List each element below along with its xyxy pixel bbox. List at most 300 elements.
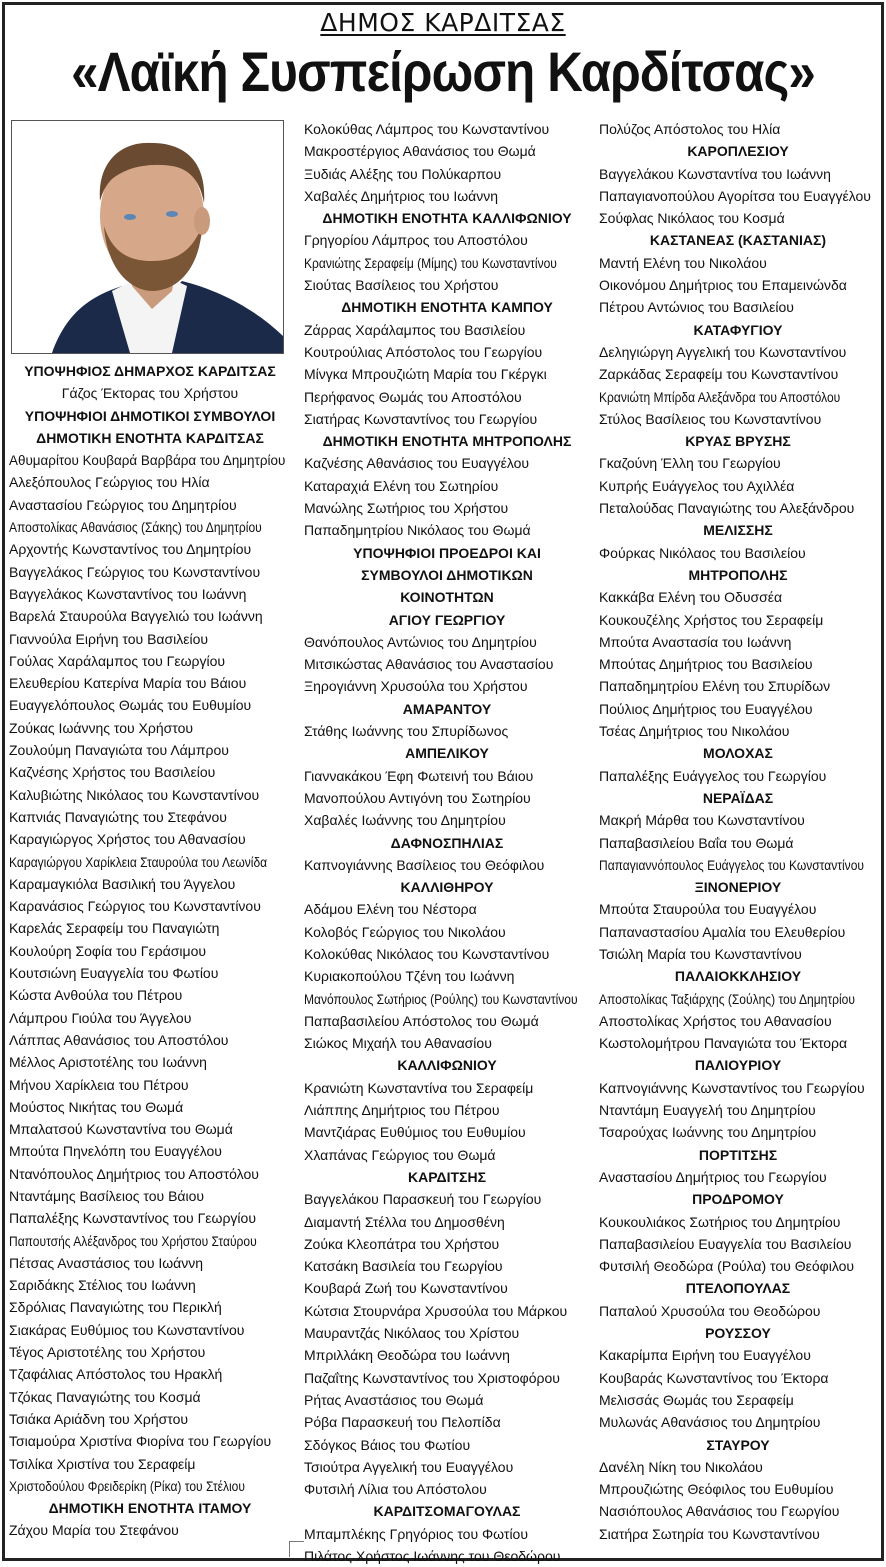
- candidate-name: [599, 1344, 877, 1366]
- section-header-text: ΚΑΛΛΙΘΗΡΟΥ: [400, 879, 494, 896]
- candidate-name-text: Μπούτας Δημήτριος του Βασιλείου: [599, 656, 813, 673]
- candidate-name: [9, 1185, 291, 1207]
- candidate-name: [304, 1478, 590, 1500]
- candidate-name-text: Μπούτα Πηνελόπη του Ευαγγέλου: [9, 1143, 222, 1160]
- candidate-name-text: Περήφανος Θωμάς του Αποστόλου: [304, 388, 522, 405]
- candidate-name: [599, 163, 877, 185]
- candidate-name-text: Πέτρου Αντώνιος του Βασιλείου: [599, 299, 794, 316]
- candidate-name-text: Λάμπρου Γιούλα του Άγγελου: [9, 1009, 192, 1026]
- candidate-name-text: Τέγος Αριστοτέλης του Χρήστου: [9, 1344, 206, 1361]
- candidate-name-text: Κουλούρη Σοφία του Γεράσιμου: [9, 942, 207, 959]
- candidate-name: [304, 118, 590, 140]
- section-header: [599, 229, 877, 251]
- candidate-name: [9, 1319, 291, 1341]
- section-header: [304, 430, 590, 452]
- candidate-name: [304, 1277, 590, 1299]
- candidate-name-text: Κρανιώτη Μπίρδα Αλεξάνδρα του Αποστόλου: [599, 388, 841, 405]
- section-header: [304, 586, 590, 608]
- section-header-text: ΥΠΟΨΗΦΙΟΣ ΔΗΜΑΡΧΟΣ ΚΑΡΔΙΤΣΑΣ: [24, 363, 276, 379]
- candidate-name-text: Παζαΐτης Κωνσταντίνος του Χριστοφόρου: [304, 1369, 560, 1386]
- candidate-name: [304, 898, 590, 920]
- candidate-name-text: Τσιαμούρα Χριστίνα Φιορίνα του Γεωργίου: [9, 1433, 272, 1450]
- candidate-name-text: Καραγιώργος Χρήστος του Αθανασίου: [9, 831, 246, 848]
- candidate-name-text: Μπούτα Αναστασία του Ιωάννη: [599, 633, 792, 650]
- candidate-name: [599, 1389, 877, 1411]
- section-header: [599, 1322, 877, 1344]
- candidate-name-text: Ζάχου Μαρία του Στεφάνου: [9, 1522, 179, 1539]
- candidate-name-text: Μανοπούλου Αντιγόνη του Σωτηρίου: [304, 789, 531, 806]
- candidate-name-text: Μπαλατσού Κωνσταντίνα του Θωμά: [9, 1121, 233, 1138]
- section-header: [304, 1500, 590, 1522]
- candidate-name-text: Κολοκύθας Νικόλαος του Κωνσταντίνου: [304, 945, 550, 962]
- candidate-name-text: Παπαβασιλείου Απόστολος του Θωμά: [304, 1012, 539, 1029]
- candidate-name-text: Λάππας Αθανάσιος του Αποστόλου: [9, 1031, 229, 1048]
- candidate-name: [9, 538, 291, 560]
- candidate-name-text: Νταντάμης Βασίλειος του Βάιου: [9, 1187, 205, 1204]
- candidate-name-text: Βαγγελάκος Γεώργιος του Κωνσταντίνου: [9, 563, 261, 580]
- candidate-name: [304, 1344, 590, 1366]
- candidate-name-text: Παπουτσής Αλέξανδρος του Χρήστου Σταύρου: [9, 1232, 257, 1249]
- section-header: [304, 1054, 590, 1076]
- candidate-name: [9, 739, 291, 761]
- candidate-name-text: Καλυβιώτης Νικόλαος του Κωνσταντίνου: [9, 786, 260, 803]
- candidate-name-text: Γούλας Χαράλαμπος του Γεωργίου: [9, 652, 226, 669]
- candidate-name-text: Τσιούτρα Αγγελική του Ευαγγέλου: [304, 1458, 514, 1475]
- candidate-name: [599, 720, 877, 742]
- candidate-name: [9, 917, 291, 939]
- candidate-name: [599, 898, 877, 920]
- candidate-name: [599, 1456, 877, 1478]
- candidate-name-text: Μπριλλάκη Θεοδώρα του Ιωάννη: [304, 1347, 510, 1364]
- section-header-text: ΣΥΜΒΟΥΛΟΙ ΔΗΜΟΤΙΚΩΝ: [361, 566, 533, 583]
- candidate-name-text: Χαβαλές Δημήτριος του Ιωάννη: [304, 187, 499, 204]
- section-header: [599, 1277, 877, 1299]
- candidate-name: [9, 494, 291, 516]
- candidate-name-text: Σαριδάκης Στέλιος του Ιωάννη: [9, 1277, 196, 1294]
- candidate-name-text: Καταραχιά Ελένη του Σωτηρίου: [304, 477, 499, 494]
- candidate-name: [304, 765, 590, 787]
- candidate-name-text: Μαυραντζάς Νικόλαος του Χρίστου: [304, 1325, 520, 1342]
- candidate-name: [9, 1163, 291, 1185]
- candidate-name: [9, 471, 291, 493]
- mayor-candidate-name: [9, 382, 291, 404]
- candidate-name-text: Ζάρρας Χαράλαμπος του Βασιλείου: [304, 321, 526, 338]
- candidate-name: [304, 809, 590, 831]
- candidate-name: [304, 1188, 590, 1210]
- candidate-name: [599, 698, 877, 720]
- candidate-name: [599, 1032, 877, 1054]
- candidate-name-text: Πολύζος Απόστολος του Ηλία: [599, 121, 781, 137]
- section-header-text: ΠΑΛΙΟΥΡΙΟΥ: [694, 1057, 782, 1074]
- section-header-text: ΚΑΡΟΠΛΕΣΙΟΥ: [687, 143, 789, 160]
- candidate-name: [304, 1389, 590, 1411]
- candidate-name: [304, 1411, 590, 1433]
- candidate-name: [9, 828, 291, 850]
- section-header-text: ΡΟΥΣΣΟΥ: [705, 1325, 771, 1342]
- candidate-name: [304, 1255, 590, 1277]
- candidate-name: [304, 787, 590, 809]
- candidate-name-text: Αδάμου Ελένη του Νέστορα: [304, 901, 477, 918]
- candidate-name: [599, 363, 877, 385]
- candidate-name: [9, 605, 291, 627]
- section-header-text: ΚΟΙΝΟΤΗΤΩΝ: [400, 589, 494, 606]
- candidate-name-text: Νταντάμη Ευαγγελή του Δημητρίου: [599, 1102, 816, 1119]
- candidate-name: [599, 341, 877, 363]
- candidate-name: [599, 653, 877, 675]
- candidate-name: [599, 1523, 877, 1545]
- candidate-name: [599, 1367, 877, 1389]
- section-header: [304, 564, 590, 586]
- candidate-name-text: Καζνέσης Χρήστος του Βασιλείου: [9, 764, 216, 781]
- candidate-portrait-icon: [12, 121, 283, 353]
- candidate-name: [9, 940, 291, 962]
- candidate-name-text: Σδόγκος Βάιος του Φωτίου: [304, 1436, 471, 1453]
- candidate-name: [599, 586, 877, 608]
- candidate-name: [9, 1252, 291, 1274]
- candidate-name: [9, 1230, 291, 1252]
- section-header-text: ΔΗΜΟΤΙΚΗ ΕΝΟΤΗΤΑ ΚΑΛΛΙΦΩΝΙΟΥ: [322, 210, 572, 227]
- candidate-name: [599, 542, 877, 564]
- candidate-name: [304, 1523, 590, 1545]
- candidate-name-text: Μπούτα Σταυρούλα του Ευαγγέλου: [599, 901, 817, 918]
- candidate-name-text: Κουβαρά Ζωή του Κωνσταντίνου: [304, 1280, 508, 1297]
- candidate-name-text: Μαντζιάρας Ευθύμιος του Ευθυμίου: [304, 1124, 526, 1141]
- section-header-text: ΔΑΦΝΟΣΠΗΛΙΑΣ: [390, 834, 504, 851]
- candidate-name-text: Αθυμαρίτου Κουβαρά Βαρβάρα του Δημητρίου: [9, 452, 286, 469]
- candidate-name: [599, 1211, 877, 1233]
- candidate-name: [304, 943, 590, 965]
- candidate-name: [304, 185, 590, 207]
- candidate-name-text: Σιακάρας Ευθύμιος του Κωνσταντίνου: [9, 1321, 245, 1338]
- candidate-name: [9, 1074, 291, 1096]
- candidate-name-text: Πούλιος Δημήτριος του Ευαγγέλου: [599, 700, 813, 717]
- column-1: [9, 360, 291, 1542]
- section-header-text: ΚΑΣΤΑΝΕΑΣ (ΚΑΣΤΑΝΙΑΣ): [649, 232, 827, 249]
- candidate-name: [599, 631, 877, 653]
- candidate-name: [9, 694, 291, 716]
- candidate-name-text: Τσιλίκα Χριστίνα του Σεραφείμ: [9, 1455, 196, 1472]
- candidate-name: [599, 452, 877, 474]
- candidate-name-text: Κουκουζέλης Χρήστος του Σεραφείμ: [599, 611, 824, 628]
- candidate-name-text: Μαντή Ελένη του Νικολάου: [599, 254, 767, 271]
- candidate-name: [304, 140, 590, 162]
- candidate-name: [9, 1051, 291, 1073]
- section-header-text: ΚΡΥΑΣ ΒΡΥΣΗΣ: [685, 433, 791, 450]
- candidate-name-text: Κωστολομήτρου Παναγιώτα του Έκτορα: [599, 1035, 848, 1052]
- candidate-name: [599, 296, 877, 318]
- candidate-name-text: Μίνγκα Μπρουζιώτη Μαρία του Γκέργκι: [304, 366, 547, 383]
- section-header: [599, 519, 877, 541]
- candidate-name-text: Τσαρούχας Ιωάννης του Δημητρίου: [599, 1124, 817, 1141]
- candidate-name: [304, 1121, 590, 1143]
- section-header-text: ΞΙΝΟΝΕΡΙΟΥ: [694, 879, 782, 896]
- candidate-name-text: Βαρελά Σταυρούλα Βαγγελιώ του Ιωάννη: [9, 608, 263, 625]
- candidate-name: [599, 943, 877, 965]
- section-header: [304, 742, 590, 764]
- candidate-name: [9, 672, 291, 694]
- candidate-name: [9, 1363, 291, 1385]
- municipality-title: [0, 8, 886, 37]
- candidate-name-text: Δανέλη Νίκη του Νικολάου: [599, 1458, 763, 1475]
- candidate-name: [9, 895, 291, 917]
- section-header-text: ΣΤΑΥΡΟΥ: [706, 1436, 770, 1453]
- column-2: [304, 118, 590, 1567]
- section-header-text: ΥΠΟΨΗΦΙΟΙ ΔΗΜΟΤΙΚΟΙ ΣΥΜΒΟΥΛΟΙ: [24, 407, 276, 424]
- candidate-name: [599, 609, 877, 631]
- candidate-name: [599, 988, 877, 1010]
- candidate-name-text: Ζούκας Ιωάννης του Χρήστου: [9, 719, 194, 736]
- candidate-name: [9, 583, 291, 605]
- candidate-name-text: Παπαγιαννόπουλος Ευάγγελος του Κωνσταντίνου: [599, 856, 864, 873]
- candidate-name: [599, 1166, 877, 1188]
- candidate-name-text: Μπαμπλέκης Γρηγόριος του Φωτίου: [304, 1525, 528, 1542]
- candidate-name-text: Ζουλούμη Παναγιώτα του Λάμπρου: [9, 742, 229, 759]
- candidate-name: [599, 185, 877, 207]
- section-header: [304, 832, 590, 854]
- candidate-name-text: Κρανιώτης Σεραφείμ (Μίμης) του Κωνσταντίνου: [304, 254, 557, 271]
- candidate-name-text: Καραμαγκιόλα Βασιλική του Άγγελου: [9, 875, 236, 892]
- candidate-name: [304, 252, 590, 274]
- candidate-name: [599, 1010, 877, 1032]
- section-header-text: ΚΑΡΔΙΤΣΗΣ: [408, 1168, 486, 1185]
- candidate-name-text: Κώτσια Στουρνάρα Χρυσούλα του Μάρκου: [304, 1302, 568, 1319]
- candidate-name: [304, 675, 590, 697]
- candidate-name-text: Ρόβα Παρασκευή του Πελοπίδα: [304, 1414, 501, 1431]
- candidate-name-text: Νασιόπουλος Αθανάσιος του Γεωργίου: [599, 1503, 840, 1520]
- candidate-name-text: Αλεξόπουλος Γεώργιος του Ηλία: [9, 474, 210, 491]
- candidate-name-text: Καρανάσιος Γεώργιος του Κωνσταντίνου: [9, 898, 261, 915]
- candidate-name: [599, 1478, 877, 1500]
- candidate-name-text: Μιτσικώστας Αθανάσιος του Αναστασίου: [304, 656, 554, 673]
- candidate-name: [599, 1411, 877, 1433]
- section-header-text: ΔΗΜΟΤΙΚΗ ΕΝΟΤΗΤΑ ΚΑΡΔΙΤΣΑΣ: [36, 429, 264, 446]
- candidate-name: [304, 653, 590, 675]
- candidate-name: [9, 1096, 291, 1118]
- candidate-name-text: Τσιάκα Αριάδνη του Χρήστου: [9, 1410, 189, 1427]
- candidate-name-text: Καρελάς Σεραφείμ του Παναγιώτη: [9, 920, 220, 937]
- candidate-name-text: Καραγιώργου Χαρίκλεια Σταυρούλα του Λεωνίδα: [9, 853, 268, 870]
- section-header-text: ΠΟΡΤΙΤΣΗΣ: [698, 1146, 778, 1163]
- section-header-text: ΚΑΛΛΙΦΩΝΙΟΥ: [397, 1057, 497, 1074]
- corner-mark: [289, 1541, 304, 1557]
- candidate-name-text: Κακαρίμπα Ειρήνη του Ευαγγέλου: [599, 1347, 811, 1364]
- candidate-name: [9, 1118, 291, 1140]
- candidate-name-text: Κουτρούλιας Απόστολος του Γεωργίου: [304, 343, 543, 360]
- candidate-name-text: Καπνογιάννης Βασίλειος του Θεόφιλου: [304, 856, 545, 873]
- candidate-name-text: Καπνιάς Παναγιώτης του Στεφάνου: [9, 808, 227, 825]
- section-header: [599, 742, 877, 764]
- candidate-name: [9, 984, 291, 1006]
- party-title: «Λαϊκή Συσπείρωση Καρδίτσας»: [71, 40, 815, 103]
- candidate-name-text: Μακροστέργιος Αθανάσιος του Θωμά: [304, 143, 536, 160]
- candidate-name: [304, 229, 590, 251]
- candidate-name-text: Μανόπουλος Σωτήριος (Ρούλης) του Κωνσταντίνου: [304, 990, 578, 1007]
- candidate-name: [9, 1274, 291, 1296]
- candidate-name: [304, 921, 590, 943]
- candidate-name: [599, 809, 877, 831]
- candidate-name: [9, 628, 291, 650]
- candidate-name-text: Παπαλού Χρυσούλα του Θεοδώρου: [599, 1302, 821, 1319]
- candidate-name: [599, 408, 877, 430]
- candidate-name-text: Σδρόλιας Παναγιώτης του Περικλή: [9, 1299, 222, 1316]
- candidate-name: [304, 1010, 590, 1032]
- candidate-name-text: Τσέας Δημήτριος του Νικολάου: [599, 723, 790, 740]
- candidate-name-text: Κακκάβα Ελένη του Οδυσσέα: [599, 589, 783, 606]
- section-header-text: ΑΜΠΕΛΙΚΟΥ: [405, 745, 489, 762]
- candidate-name: [9, 1207, 291, 1229]
- candidate-name-text: Ξυδιάς Αλέξης του Πολύκαρπου: [304, 165, 502, 182]
- candidate-name: [304, 854, 590, 876]
- candidate-name-text: Ξηρογιάννη Χρυσούλα του Χρήστου: [304, 678, 528, 695]
- column-3: [599, 118, 877, 1545]
- candidate-name-text: Αποστολίκας Ταξιάρχης (Σούλης) του Δημητρίου: [599, 990, 855, 1007]
- candidate-name: [304, 631, 590, 653]
- candidate-name-text: Παπαναστασίου Αμαλία του Ελευθερίου: [599, 923, 846, 940]
- section-header: [304, 542, 590, 564]
- section-header: [9, 360, 291, 382]
- candidate-name-text: Φούρκας Νικόλαος του Βασιλείου: [599, 544, 806, 561]
- section-header-text: ΔΗΜΟΤΙΚΗ ΕΝΟΤΗΤΑ ΜΗΤΡΟΠΟΛΗΣ: [322, 433, 572, 450]
- candidate-name-text: Στάθης Ιωάννης του Σπυρίδωνος: [304, 723, 509, 740]
- candidate-name: [304, 1032, 590, 1054]
- candidate-name: [599, 475, 877, 497]
- section-header-text: ΠΑΛΑΙΟΚΚΛΗΣΙΟΥ: [674, 968, 802, 985]
- section-header: [304, 296, 590, 318]
- candidate-name-text: Χλαπάνας Γεώργιος του Θωμά: [304, 1146, 496, 1163]
- section-header: [304, 698, 590, 720]
- candidate-name-text: Οικονόμου Δημήτριος του Επαμεινώνδα: [599, 277, 847, 294]
- candidate-name: [304, 720, 590, 742]
- candidate-name-text: Παπαλέξης Κωνσταντίνος του Γεωργίου: [9, 1210, 256, 1227]
- candidate-name-text: Πιλάτος Χρήστος Ιωάννης του Θεοδώρου: [304, 1548, 561, 1564]
- section-header: [599, 430, 877, 452]
- candidate-name-text: Σιατήρα Σωτηρία του Κωνσταντίνου: [599, 1525, 820, 1542]
- candidate-name: [304, 965, 590, 987]
- candidate-name-text: Μήνου Χαρίκλεια του Πέτρου: [9, 1076, 189, 1093]
- section-header: [599, 319, 877, 341]
- candidate-name: [9, 516, 291, 538]
- candidate-name: [9, 1007, 291, 1029]
- candidate-name: [599, 1255, 877, 1277]
- section-header-text: ΚΑΤΑΦΥΓΙΟΥ: [693, 321, 783, 338]
- candidate-name: [599, 1233, 877, 1255]
- section-header-text: ΜΕΛΙΣΣΗΣ: [703, 522, 773, 539]
- section-header-text: ΜΟΛΟΧΑΣ: [703, 745, 773, 762]
- candidate-name: [9, 1386, 291, 1408]
- candidate-name-text: Γιαννούλα Ειρήνη του Βασιλείου: [9, 630, 209, 647]
- candidate-name-text: Φυτσιλή Θεοδώρα (Ρούλα) του Θεόφιλου: [599, 1258, 855, 1275]
- section-header: [599, 1188, 877, 1210]
- candidate-name: [304, 319, 590, 341]
- candidate-name: [599, 386, 877, 408]
- candidate-name-text: Κυριακοπούλου Τζένη του Ιωάννη: [304, 968, 515, 985]
- candidate-name: [599, 921, 877, 943]
- candidate-name: [599, 118, 877, 140]
- candidate-name: [304, 1099, 590, 1121]
- section-header: [599, 1434, 877, 1456]
- candidate-name: [304, 1211, 590, 1233]
- candidate-name: [9, 1453, 291, 1475]
- candidate-name: [599, 1300, 877, 1322]
- candidate-name: [304, 363, 590, 385]
- candidate-name: [599, 1121, 877, 1143]
- candidate-name-text: Τζαφάλιας Απόστολος του Ηρακλή: [9, 1366, 223, 1383]
- section-header: [599, 787, 877, 809]
- candidate-name: [599, 1099, 877, 1121]
- candidate-name: [599, 207, 877, 229]
- candidate-name-text: Μακρή Μάρθα του Κωνσταντίνου: [599, 812, 805, 829]
- candidate-name-text: Παπαγιανοπούλου Αγορίτσα του Ευαγγέλου: [599, 187, 871, 204]
- candidate-name: [304, 519, 590, 541]
- candidate-name: [599, 1500, 877, 1522]
- candidate-name-text: Καζνέσης Αθανάσιος του Ευαγγέλου: [304, 455, 530, 472]
- candidate-name: [304, 475, 590, 497]
- candidate-name: [304, 1300, 590, 1322]
- candidate-name-text: Κυπρής Ευάγγελος του Αχιλλέα: [599, 477, 795, 494]
- candidate-name: [9, 650, 291, 672]
- municipality-title-text: ΔΗΜΟΣ ΚΑΡΔΙΤΣΑΣ: [320, 8, 566, 37]
- candidate-name-text: Μυλωνάς Αθανάσιος του Δημητρίου: [599, 1414, 821, 1431]
- section-header: [599, 965, 877, 987]
- candidate-name: [9, 561, 291, 583]
- candidate-name: [304, 408, 590, 430]
- candidate-name-text: Βαγγελάκος Κωνσταντίνος του Ιωάννη: [9, 585, 247, 602]
- candidate-name-text: Αρχοντής Κωνσταντίνος του Δημητρίου: [9, 541, 252, 558]
- candidate-name: [304, 1144, 590, 1166]
- candidate-name-text: Ντανόπουλος Δημήτριος του Αποστόλου: [9, 1165, 259, 1182]
- candidate-name-text: Πέτσας Αναστάσιος του Ιωάννη: [9, 1254, 204, 1271]
- candidate-name-text: Σιούτας Βασίλειος του Χρήστου: [304, 277, 499, 294]
- candidate-name-text: Μούστος Νικήτας του Θωμά: [9, 1098, 184, 1115]
- candidate-name: [599, 274, 877, 296]
- candidate-name: [9, 784, 291, 806]
- section-header-text: ΔΗΜΟΤΙΚΗ ΕΝΟΤΗΤΑ ΙΤΑΜΟΥ: [48, 1500, 252, 1517]
- candidate-name: [599, 1077, 877, 1099]
- candidate-name-text: Παπαβασιλείου Βαΐα του Θωμά: [599, 834, 794, 851]
- section-header: [304, 207, 590, 229]
- candidate-name: [9, 1341, 291, 1363]
- candidate-name-text: Παπαβασιλείου Ευαγγελία του Βασιλείου: [599, 1235, 852, 1252]
- section-header: [9, 405, 291, 427]
- section-header: [9, 1497, 291, 1519]
- section-header: [9, 427, 291, 449]
- candidate-name-text: Παπαλέξης Ευάγγελος του Γεωργίου: [599, 767, 827, 784]
- candidate-name-text: Κολοβός Γεώργιος του Νικολάου: [304, 923, 506, 940]
- candidate-name: [304, 1367, 590, 1389]
- candidate-name-text: Διαμαντή Στέλλα του Δημοσθένη: [304, 1213, 505, 1230]
- candidate-photo: [11, 120, 284, 354]
- candidate-name: [304, 988, 590, 1010]
- candidate-name: [599, 252, 877, 274]
- candidate-name: [599, 675, 877, 697]
- candidate-name-text: Παπαδημητρίου Ελένη του Σπυρίδων: [599, 678, 831, 695]
- candidate-name: [9, 1430, 291, 1452]
- candidate-name-text: Πεταλούδας Παναγιώτης του Αλεξάνδρου: [599, 500, 855, 517]
- candidate-name-text: Αποστολίκας Αθανάσιος (Σάκης) του Δημητρίου: [9, 519, 262, 536]
- candidate-name: [9, 1408, 291, 1430]
- section-header-text: ΝΕΡΑΪΔΑΣ: [702, 789, 774, 806]
- candidate-name-text: Σιατήρας Κωνσταντίνος του Γεωργίου: [304, 410, 538, 427]
- candidate-name-text: Κουτσιώνη Ευαγγελία του Φωτίου: [9, 965, 219, 982]
- candidate-name-text: Ελευθερίου Κατερίνα Μαρία του Βάιου: [9, 675, 247, 692]
- candidate-name: [304, 274, 590, 296]
- candidate-name-text: Λιάππης Δημήτριος του Πέτρου: [304, 1102, 500, 1119]
- section-header-text: ΑΓΙΟΥ ΓΕΩΡΓΙΟΥ: [388, 611, 506, 628]
- candidate-name: [304, 1077, 590, 1099]
- candidate-name-text: Μελισσάς Θωμάς του Σεραφείμ: [599, 1391, 794, 1408]
- section-header: [599, 1054, 877, 1076]
- candidate-name: [304, 497, 590, 519]
